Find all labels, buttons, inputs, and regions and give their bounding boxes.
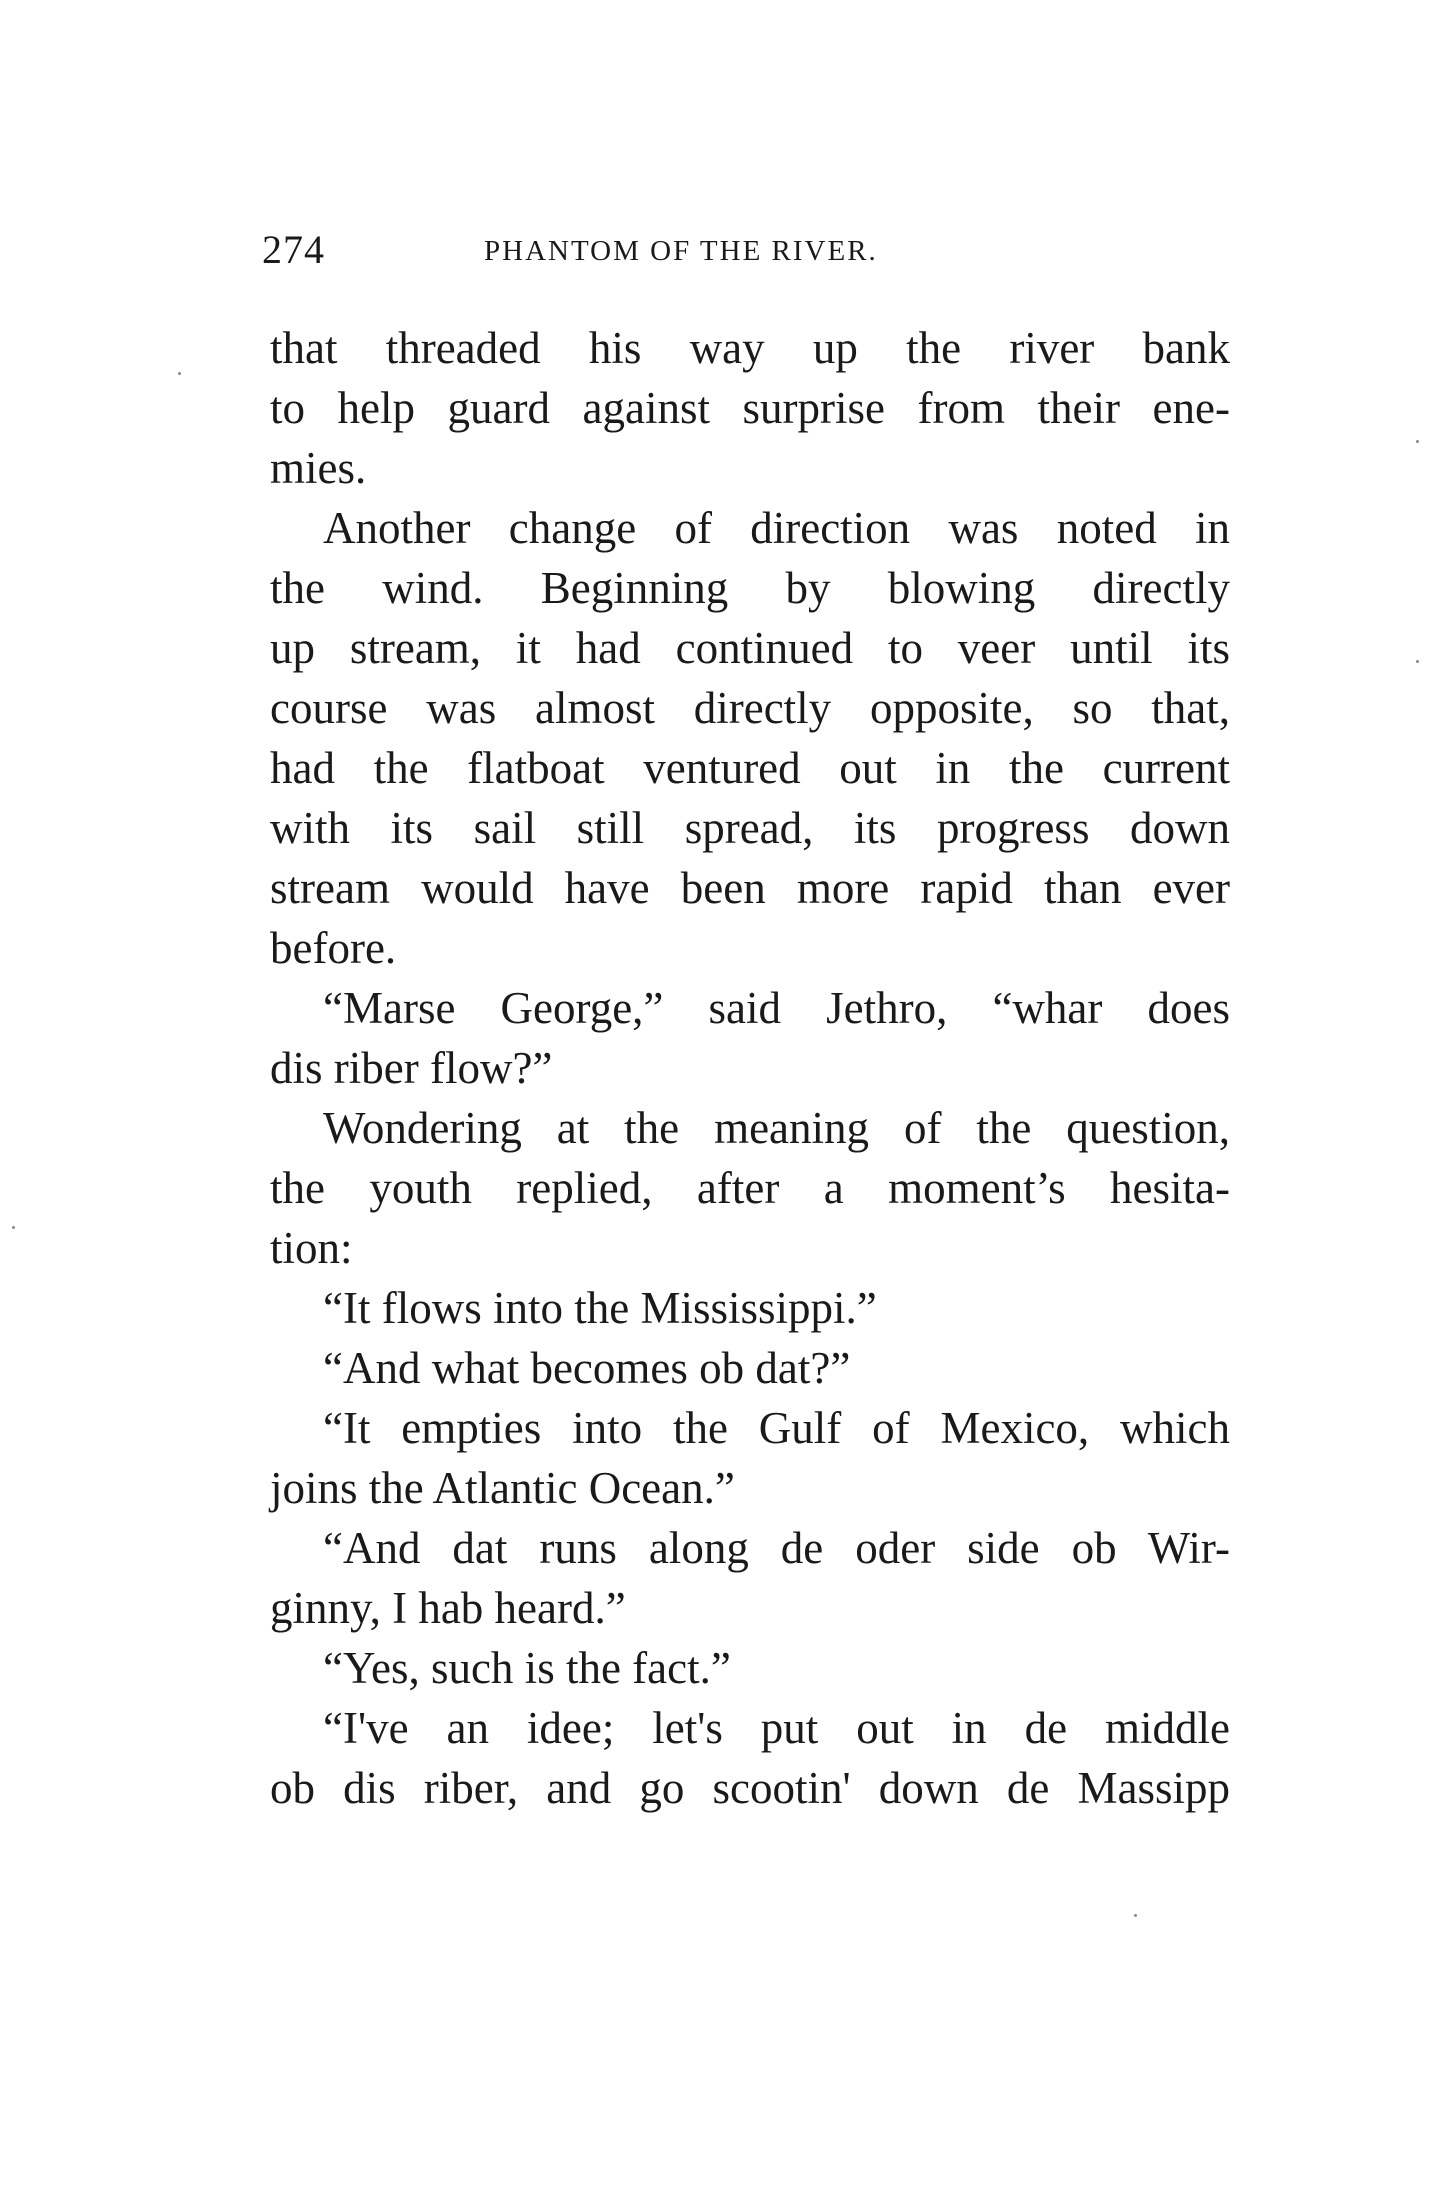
paragraph (270, 978, 1230, 1098)
paragraph (270, 1698, 1230, 1818)
text-line: “It empties into the Gulf of Mexico, which (323, 1403, 1230, 1453)
paragraph (270, 1518, 1230, 1638)
text-line: with its sail still spread, its progress down (270, 803, 1230, 853)
paragraph (270, 1338, 1230, 1398)
paragraph (270, 1278, 1230, 1338)
text-line: the youth replied, after a moment’s hesita- (270, 1163, 1230, 1213)
text-line: “Yes, such is the fact.” (323, 1643, 731, 1693)
paper-speck (12, 1226, 15, 1229)
paragraph (270, 1638, 1230, 1698)
text-line: dis riber flow?” (270, 1043, 553, 1093)
page-header (262, 226, 1242, 276)
text-line: “And dat runs along de oder side ob Wir- (323, 1523, 1230, 1573)
text-line: to help guard against surprise from their ene- (270, 383, 1230, 433)
text-line: that threaded his way up the river bank (270, 323, 1230, 373)
text-line: ginny, I hab heard.” (270, 1583, 626, 1633)
text-line: tion: (270, 1223, 353, 1273)
text-line: “Marse George,” said Jethro, “whar does (323, 983, 1230, 1033)
text-line: before. (270, 923, 397, 973)
text-line: stream would have been more rapid than ever (270, 863, 1230, 913)
paper-speck (1416, 660, 1419, 663)
paper-speck (178, 372, 181, 375)
paper-speck (1134, 1914, 1137, 1917)
text-line: “It flows into the Mississippi.” (323, 1283, 877, 1333)
paragraph (270, 1098, 1230, 1278)
text-line: joins the Atlantic Ocean.” (270, 1463, 735, 1513)
paper-speck (1416, 440, 1419, 443)
text-line: the wind. Beginning by blowing directly (270, 563, 1230, 613)
text-line: Another change of direction was noted in (323, 503, 1230, 553)
page-number: 274 (262, 227, 325, 272)
text-line: “I've an idee; let's put out in de middle (323, 1703, 1230, 1753)
text-line: “And what becomes ob dat?” (323, 1343, 851, 1393)
paragraph (270, 498, 1230, 978)
paragraph (270, 318, 1230, 498)
paragraph (270, 1398, 1230, 1518)
text-line: up stream, it had continued to veer until its (270, 623, 1230, 673)
text-line: mies. (270, 443, 367, 493)
body-text (270, 318, 1230, 1818)
text-line: Wondering at the meaning of the question, (323, 1103, 1230, 1153)
text-line: course was almost directly opposite, so that, (270, 683, 1230, 733)
running-title: PHANTOM OF THE RIVER. (484, 235, 878, 267)
text-line: ob dis riber, and go scootin' down de Massipp (270, 1763, 1230, 1813)
text-line: had the flatboat ventured out in the current (270, 743, 1230, 793)
